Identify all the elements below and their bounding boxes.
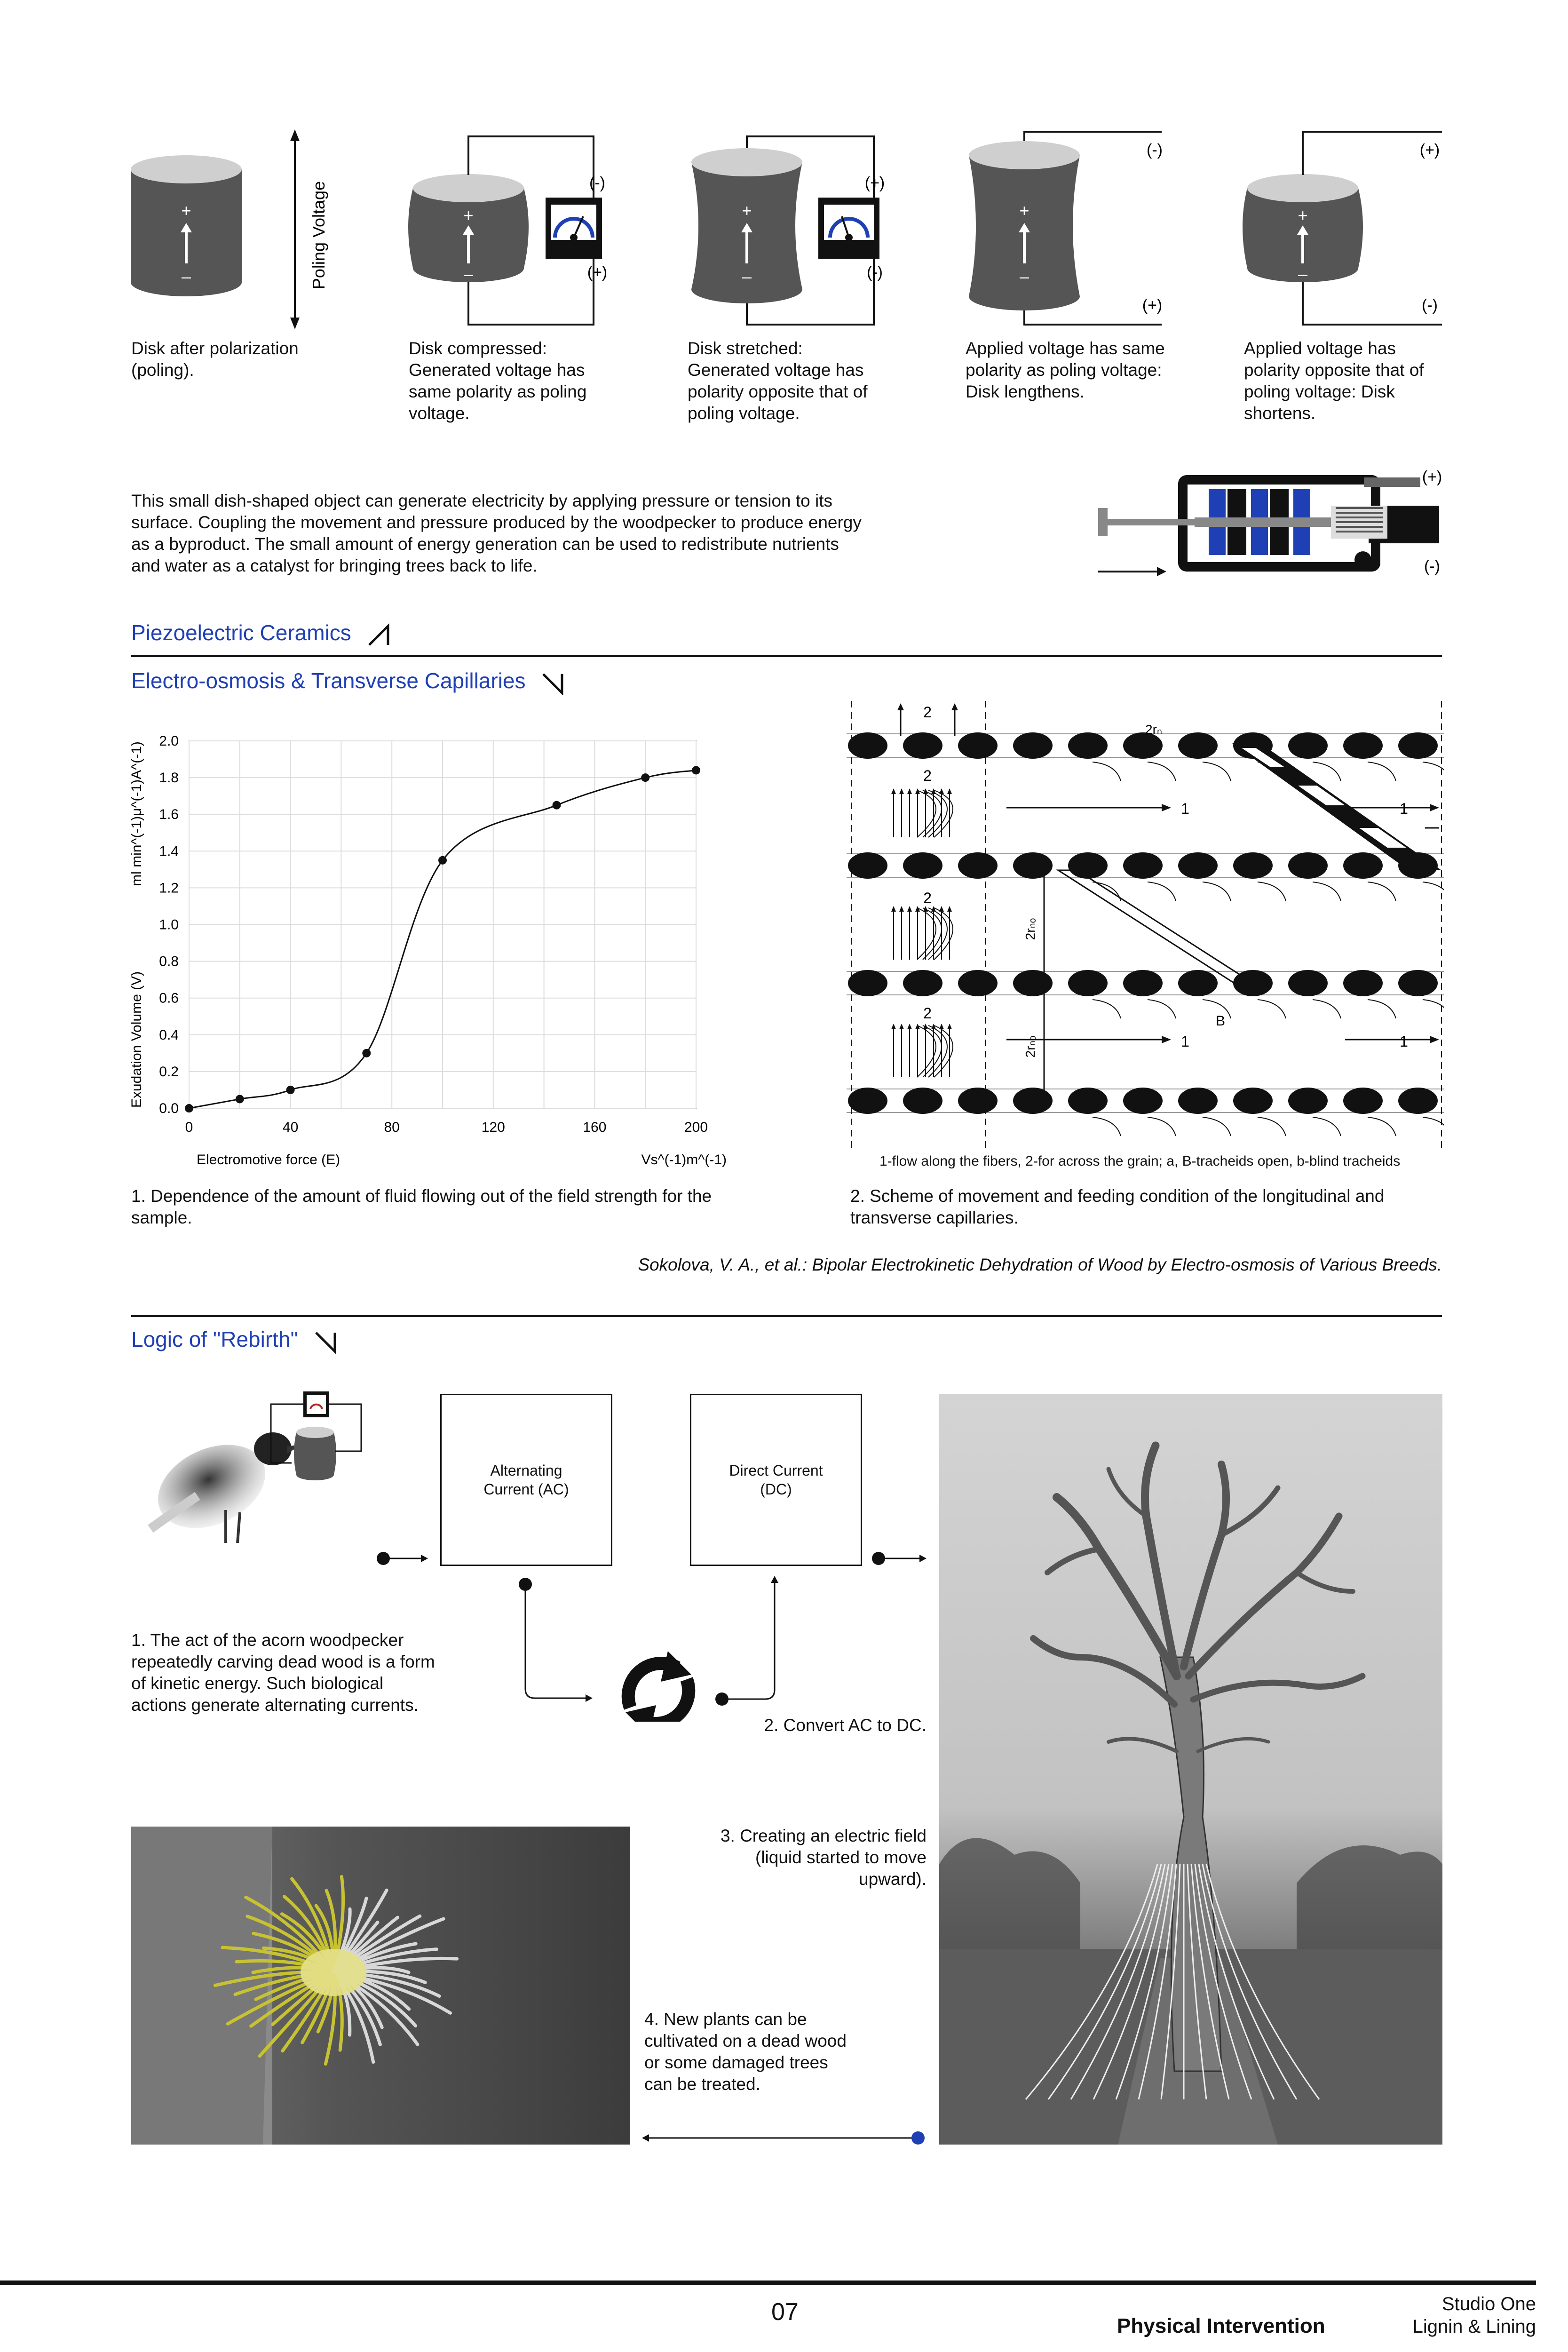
disk-poled xyxy=(131,155,242,296)
chart-point xyxy=(236,1095,244,1103)
svg-text:2rₙₒ: 2rₙₒ xyxy=(1023,1035,1037,1058)
disk-shortens xyxy=(1243,132,1442,325)
chart-ylabel-bottom: Exudation Volume (V) xyxy=(129,971,144,1108)
disk-caption-2: Disk compressed: Generated voltage has same polarity as poling voltage. xyxy=(409,339,587,423)
svg-text:+: + xyxy=(181,201,191,220)
step-3-text: 3. Creating an electric field (liquid started to move upward). xyxy=(720,1826,927,1889)
svg-text:2: 2 xyxy=(923,767,932,784)
disk-caption-5: Applied voltage has polarity opposite that of poling voltage: Disk shortens. xyxy=(1244,339,1424,423)
poling-voltage-label: Poling Voltage xyxy=(309,181,328,290)
disk-caption-3: Disk stretched: Generated voltage has polarity opposite that of poling voltage. xyxy=(688,339,868,423)
svg-text:–: – xyxy=(742,267,752,286)
chart-ytick-label: 1.6 xyxy=(159,807,179,823)
chart-xtick-label: 160 xyxy=(583,1120,607,1135)
chart-ylabel-top: ml min^(-1)μ^(-1)A^(-1) xyxy=(129,741,144,886)
section-title-piezo: Piezoelectric Ceramics xyxy=(131,620,395,647)
chart-point xyxy=(692,766,700,774)
chart-xtick-label: 80 xyxy=(384,1120,400,1135)
svg-text:–: – xyxy=(1019,267,1029,286)
svg-text:2: 2 xyxy=(923,890,932,906)
svg-text:+: + xyxy=(463,206,474,225)
rising-edge-icon xyxy=(367,621,395,647)
svg-text:1: 1 xyxy=(1400,1033,1408,1050)
airplant-photo xyxy=(131,1827,630,2145)
page-number: 07 xyxy=(771,2298,799,2326)
disk-compressed xyxy=(408,136,607,325)
svg-text:+: + xyxy=(742,201,752,220)
svg-text:1: 1 xyxy=(1181,1033,1189,1050)
intro-paragraph: This small dish-shaped object can generate electricity by applying pressure or tension to its surface. Coupling the movement and pressure produced by the woodpecker to produce energy as a byproduct. The small amount of energy generation can be used to redistribute nutrients and water as a catalyst for bringing trees back to life. xyxy=(131,491,862,575)
piezo-disk-diagrams xyxy=(0,113,1568,348)
chart-point xyxy=(438,856,447,865)
flow-connector-dc-out xyxy=(870,1550,931,1569)
svg-text:–: – xyxy=(1298,264,1308,284)
disk-caption-1: Disk after polarization (poling). xyxy=(131,339,299,380)
footer-title: Physical Intervention xyxy=(1117,2314,1325,2337)
svg-text:(+): (+) xyxy=(1422,468,1442,486)
svg-text:(-): (-) xyxy=(1424,557,1440,575)
citation: Sokolova, V. A., et al.: Bipolar Electrokinetic Dehydration of Wood by Electro-osmosis of Various Breeds. xyxy=(638,1255,1442,1274)
footer-rule xyxy=(0,2280,1536,2285)
dead-tree-photo xyxy=(939,1394,1442,2145)
svg-text:–: – xyxy=(463,264,474,284)
dc-box: Direct Current (DC) xyxy=(690,1394,862,1566)
flow-connectors xyxy=(367,1543,931,1722)
disk-lengthens xyxy=(969,132,1163,325)
chart-ytick-label: 1.4 xyxy=(159,843,179,859)
chart-xtick-label: 200 xyxy=(684,1120,708,1135)
chart-point xyxy=(185,1104,193,1112)
svg-text:(-): (-) xyxy=(867,263,883,281)
chart-ytick-label: 1.8 xyxy=(159,770,179,786)
svg-text:2: 2 xyxy=(923,704,932,721)
chart-ytick-label: 2.0 xyxy=(159,733,179,749)
chart-xunit: Vs^(-1)m^(-1) xyxy=(641,1152,727,1168)
svg-text:B: B xyxy=(1215,1013,1226,1029)
chart-ytick-label: 0.6 xyxy=(159,990,179,1006)
ac-box: Alternating Current (AC) xyxy=(440,1394,612,1566)
footer-studio: Studio One xyxy=(1441,2294,1536,2314)
falling-edge-icon xyxy=(314,1328,342,1354)
section-title-electro: Electro-osmosis & Transverse Capillaries xyxy=(131,668,569,695)
step-4-text: 4. New plants can be cultivated on a dead wood or some damaged trees can be treated. xyxy=(644,2010,847,2094)
chart-ytick-label: 0.0 xyxy=(159,1101,179,1116)
poling-voltage-arrow xyxy=(290,129,328,329)
chart-ytick-label: 1.2 xyxy=(159,880,179,896)
figure-2-caption: 2. Scheme of movement and feeding condition of the longitudinal and transverse capillaries. xyxy=(850,1186,1385,1227)
chart-point xyxy=(641,773,649,782)
chart-point xyxy=(362,1049,371,1057)
svg-text:2rₙ: 2rₙ xyxy=(1145,722,1163,737)
chart-point xyxy=(553,801,561,810)
svg-text:(+): (+) xyxy=(587,263,608,281)
figure-1-caption: 1. Dependence of the amount of fluid flowing out of the field strength for the sample. xyxy=(131,1186,712,1227)
disk-stretched xyxy=(691,136,885,325)
svg-text:1: 1 xyxy=(1400,800,1408,817)
chart-point xyxy=(286,1086,295,1094)
footer-project: Lignin & Lining xyxy=(1412,2316,1536,2337)
svg-text:(-): (-) xyxy=(1422,296,1438,314)
svg-text:(-): (-) xyxy=(589,174,605,192)
svg-text:2: 2 xyxy=(923,1005,932,1022)
capillary-scheme xyxy=(847,696,1444,1176)
chart-ytick-label: 0.8 xyxy=(159,954,179,969)
section-divider xyxy=(131,655,1442,657)
woodpecker-illustration xyxy=(132,1388,376,1576)
svg-text:(+): (+) xyxy=(1142,296,1163,314)
step-1-text: 1. The act of the acorn woodpecker repeatedly carving dead wood is a form of kinetic energy. Such biological actions generate alternating currents. xyxy=(131,1630,435,1715)
chart-ytick-label: 1.0 xyxy=(159,917,179,933)
svg-text:1: 1 xyxy=(1181,800,1189,817)
exudation-chart xyxy=(127,729,738,1176)
section-divider-2 xyxy=(131,1315,1442,1317)
step-2-text: 2. Convert AC to DC. xyxy=(764,1716,927,1735)
svg-text:(-): (-) xyxy=(1147,141,1163,159)
chart-xtick-label: 120 xyxy=(481,1120,505,1135)
refresh-cycle-icon xyxy=(626,1651,691,1722)
svg-text:+: + xyxy=(1019,201,1029,220)
piezo-piston-device xyxy=(1086,463,1453,586)
chart-ytick-label: 0.4 xyxy=(159,1027,179,1043)
scheme-legend: 1-flow along the fibers, 2-for across the grain; a, B-tracheids open, b-blind tracheids xyxy=(879,1153,1401,1169)
chart-ytick-label: 0.2 xyxy=(159,1064,179,1080)
svg-text:(+): (+) xyxy=(864,174,885,192)
chart-xtick-label: 0 xyxy=(185,1120,193,1135)
chart-xlabel: Electromotive force (E) xyxy=(197,1152,341,1168)
svg-text:2rₙₒ: 2rₙₒ xyxy=(1023,918,1037,940)
chart-xtick-label: 40 xyxy=(282,1120,299,1135)
svg-text:+: + xyxy=(1298,206,1308,225)
falling-edge-icon xyxy=(541,669,569,695)
flow-connector-return xyxy=(640,2129,931,2147)
disk-caption-4: Applied voltage has same polarity as poling voltage: Disk lengthens. xyxy=(966,339,1165,401)
svg-text:(+): (+) xyxy=(1419,141,1440,159)
section-title-rebirth: Logic of "Rebirth" xyxy=(131,1327,342,1354)
svg-text:–: – xyxy=(181,267,191,286)
